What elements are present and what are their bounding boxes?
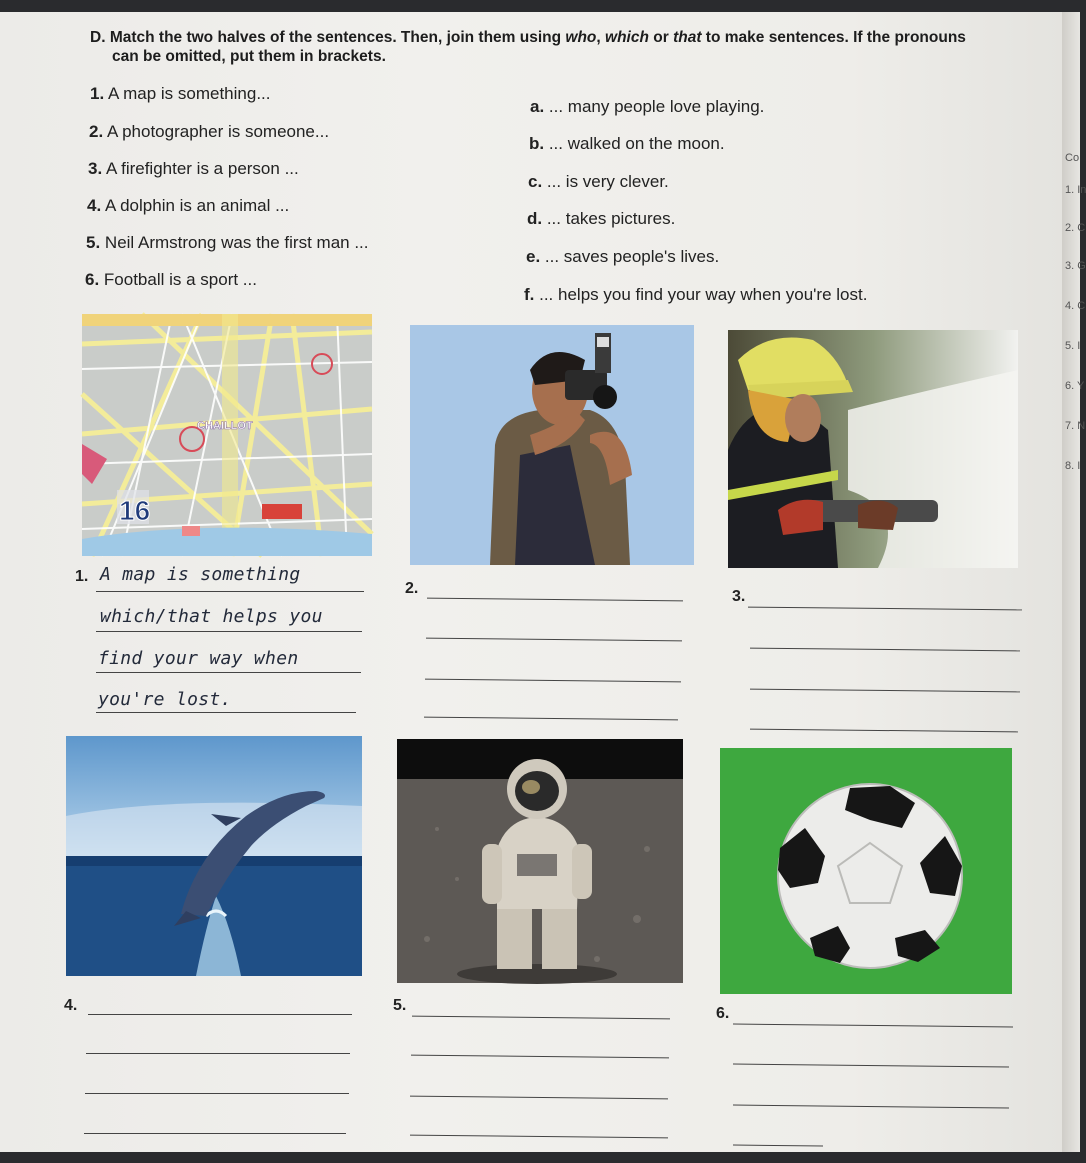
sentence-end-f: f. ... helps you find your way when you're lost. — [524, 285, 868, 304]
sentence-start-2: 2. A photographer is someone... — [89, 122, 330, 141]
sentence-end-b: b. ... walked on the moon. — [529, 134, 725, 153]
answer-line-2a[interactable] — [427, 598, 683, 602]
answer-line-2c[interactable] — [425, 679, 681, 683]
handwritten-answer-line-1: A map is something — [100, 564, 301, 585]
answer-line-4d[interactable] — [84, 1133, 346, 1134]
sentence-end-c: c. ... is very clever. — [528, 172, 669, 191]
sentence-start-3: 3. A firefighter is a person ... — [88, 159, 299, 178]
answer-line-1d[interactable] — [96, 712, 356, 713]
edge-fragment-0: Co — [1065, 152, 1080, 164]
answer-number-3: 3. — [732, 588, 746, 605]
keyword-which: which — [605, 29, 649, 46]
map-photo — [82, 314, 372, 556]
answer-line-1c[interactable] — [96, 672, 361, 673]
answer-number-1: 1. — [75, 568, 89, 585]
answer-line-1b[interactable] — [96, 631, 362, 632]
edge-fragment-2: 2. C — [1065, 222, 1086, 234]
answer-line-4b[interactable] — [86, 1053, 350, 1054]
edge-fragment-6: 6. Y — [1065, 380, 1085, 392]
firefighter-photo — [728, 330, 1018, 568]
instruction-or: or — [648, 29, 674, 46]
answer-line-3b[interactable] — [750, 648, 1020, 652]
answer-line-5a[interactable] — [412, 1016, 670, 1020]
instruction-comma: , — [596, 29, 606, 46]
handwritten-answer-line-2: which/that helps you — [100, 606, 323, 627]
answer-line-6b[interactable] — [733, 1064, 1009, 1068]
answer-number-2: 2. — [405, 580, 419, 597]
edge-fragment-3: 3. G — [1065, 260, 1086, 272]
exercise-label: D. — [90, 29, 106, 46]
edge-fragment-4: 4. C — [1065, 300, 1086, 312]
exercise-instruction — [90, 28, 1030, 66]
edge-fragment-8: 8. I — [1065, 460, 1081, 472]
sentence-start-1: 1. A map is something... — [90, 84, 271, 103]
sentence-end-a: a. ... many people love playing. — [530, 97, 765, 116]
handwritten-answer-line-3: find your way when — [98, 648, 299, 669]
answer-line-6d[interactable] — [733, 1145, 823, 1147]
answer-line-2b[interactable] — [426, 638, 682, 642]
instruction-part-a: Match the two halves of the sentences. Then, join them using — [109, 29, 566, 46]
sentence-start-5: 5. Neil Armstrong was the first man ... — [86, 233, 369, 252]
edge-fragment-7: 7. N — [1065, 420, 1086, 432]
answer-line-3d[interactable] — [750, 729, 1018, 733]
answer-line-3a[interactable] — [748, 607, 1022, 611]
answer-line-5c[interactable] — [410, 1096, 668, 1100]
football-photo — [720, 748, 1012, 994]
photographer-photo — [410, 325, 694, 565]
answer-line-6a[interactable] — [733, 1024, 1013, 1028]
answer-line-4c[interactable] — [85, 1093, 349, 1094]
map-district-number: 16 — [119, 495, 151, 526]
sentence-start-6: 6. Football is a sport ... — [85, 270, 257, 289]
sentence-end-d: d. ... takes pictures. — [527, 209, 676, 228]
workbook-page — [0, 12, 1062, 1152]
answer-number-4: 4. — [64, 997, 78, 1014]
handwritten-answer-line-4: you're lost. — [98, 689, 232, 710]
answer-number-6: 6. — [716, 1005, 730, 1022]
answer-line-6c[interactable] — [733, 1105, 1009, 1109]
astronaut-photo — [397, 739, 683, 983]
keyword-that: that — [673, 29, 702, 46]
sentence-end-e: e. ... saves people's lives. — [526, 247, 720, 266]
answer-line-3c[interactable] — [750, 689, 1020, 693]
answer-line-4a[interactable] — [88, 1014, 352, 1015]
answer-line-5d[interactable] — [410, 1135, 668, 1139]
keyword-who: who — [565, 29, 597, 46]
next-page-edge — [1062, 12, 1086, 1152]
answer-line-2d[interactable] — [424, 717, 678, 721]
dolphin-photo — [66, 736, 362, 976]
map-district-label: CHAILLOT — [197, 420, 253, 432]
answer-number-5: 5. — [393, 997, 407, 1014]
edge-fragment-1: 1. In — [1065, 184, 1086, 196]
answer-line-1a[interactable] — [96, 591, 364, 592]
sentence-start-4: 4. A dolphin is an animal ... — [87, 196, 290, 215]
instruction-part-c: can be omitted, put them in brackets. — [112, 48, 386, 65]
answer-line-5b[interactable] — [411, 1055, 669, 1059]
edge-fragment-5: 5. I — [1065, 340, 1081, 352]
instruction-part-b: to make sentences. If the pronouns — [701, 29, 966, 46]
